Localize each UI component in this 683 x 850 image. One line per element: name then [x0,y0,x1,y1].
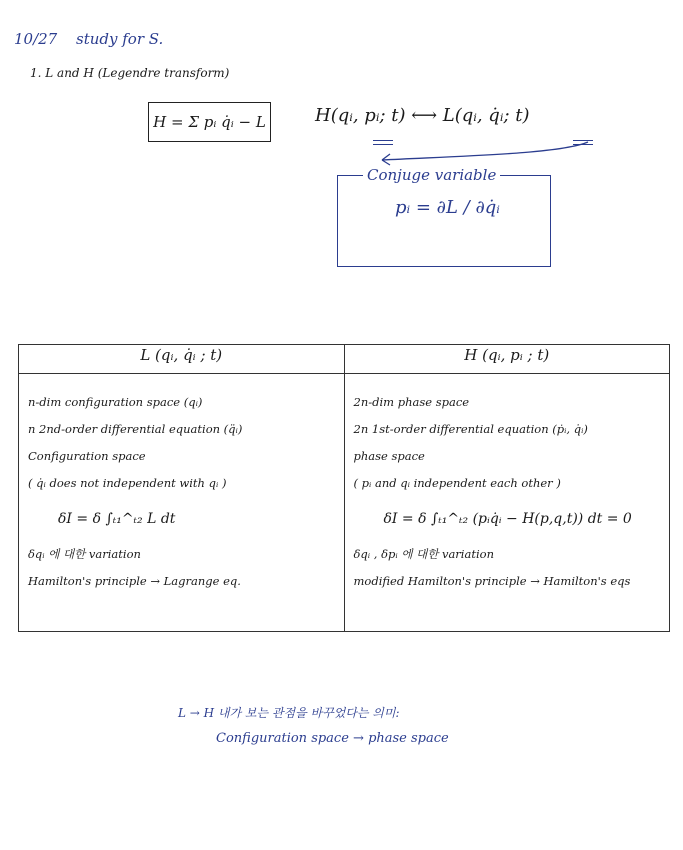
legendre-relation: H(qᵢ, pᵢ; t) ⟷ L(qᵢ, q̇ᵢ; t) [315,105,530,126]
table-header-hamiltonian: H (qᵢ, pᵢ ; t) [344,345,670,374]
lagrangian-column [19,374,345,632]
table-row: modified Hamilton's principle → Hamilton's eqs [353,574,631,588]
table-row: δqᵢ , δpᵢ 에 대한 variation [353,547,494,561]
table-row: n 2nd-order differential equation (q̈ᵢ) [28,422,243,436]
table-row: 2n 1st-order differential equation (ṗᵢ, q̇ᵢ) [353,422,588,436]
table-row: ( q̇ᵢ does not independent with qᵢ ) [28,476,227,490]
table-row: n-dim configuration space (qᵢ) [28,395,203,409]
table-row: Hamilton's principle → Lagrange eq. [28,574,241,588]
arrow-icon [360,138,600,168]
section-title: 1. L and H (Legendre transform) [30,66,230,80]
table-row: 2n-dim phase space [353,395,470,409]
table-header-lagrangian: L (qᵢ, q̇ᵢ ; t) [19,345,345,374]
date-text: 10/27 [14,30,58,48]
table-row: δI = δ ∫ₜ₁^ₜ₂ (pᵢq̇ᵢ − H(p,q,t)) dt = 0 [383,511,632,527]
conjugate-variable-box [337,175,551,267]
date-heading [14,30,177,48]
table-row: phase space [353,449,425,463]
hamiltonian-formula: H = Σ pᵢ q̇ᵢ − L [153,113,266,131]
perspective-note: L → H 내가 보는 관점을 바꾸었다는 의미: [178,706,400,720]
study-for-text: study for S. [76,30,164,48]
table-row: δI = δ ∫ₜ₁^ₜ₂ L dt [58,511,176,527]
table-row: δqᵢ 에 대한 variation [28,547,141,561]
conjugate-title: Conjuge variable [363,166,500,184]
conjugate-formula: pᵢ = ∂L / ∂q̇ᵢ [395,197,500,218]
hamiltonian-formula-box [148,102,271,142]
table-row: Configuration space [28,449,146,463]
comparison-table [18,344,670,632]
hamiltonian-column [344,374,670,632]
space-transition-note: Configuration space → phase space [216,731,449,746]
table-row: ( pᵢ and qᵢ independent each other ) [353,476,561,490]
